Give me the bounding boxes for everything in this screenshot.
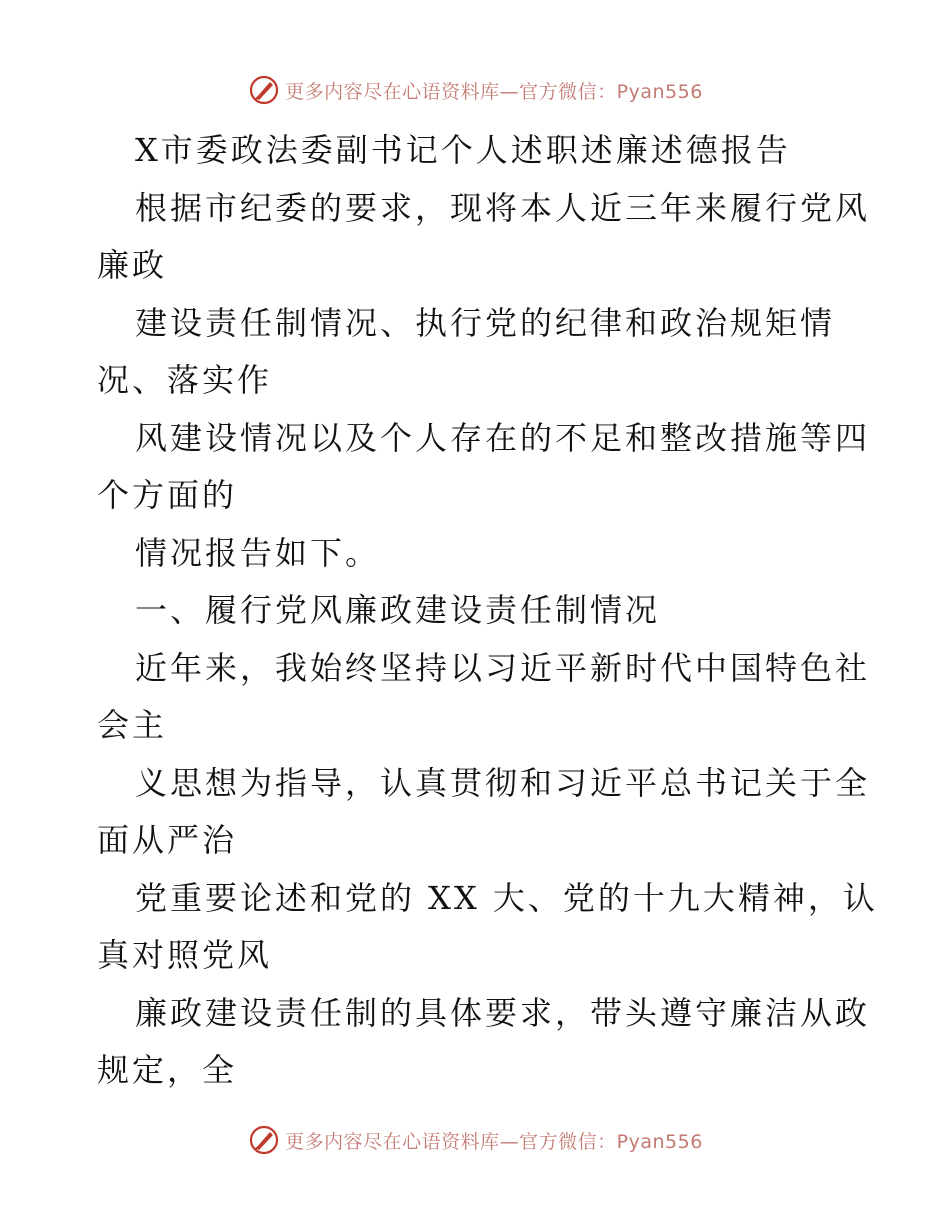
document-line: X市委政法委副书记个人述职述廉述德报告 (135, 131, 791, 169)
document-line: 近年来，我始终坚持以习近平新时代中国特色社 (135, 648, 871, 687)
document-line: 廉政 (97, 246, 168, 284)
document-line: 一、履行党风廉政建设责任制情况 (135, 591, 661, 629)
document-line: 会主 (97, 706, 168, 744)
quill-pen-icon (247, 73, 281, 107)
document-line: 真对照党风 (97, 936, 273, 974)
document-body (97, 122, 878, 1100)
document-line: 建设责任制情况、执行党的纪律和政治规矩情 (135, 303, 836, 342)
document-line: 况、落实作 (97, 361, 273, 399)
quill-pen-icon (247, 1123, 281, 1157)
watermark-banner-top (0, 70, 950, 110)
document-line: 情况报告如下。 (135, 533, 381, 572)
document-line: 规定，全 (97, 1051, 238, 1089)
watermark-banner-bottom (0, 1120, 950, 1160)
watermark-text: 更多内容尽在心语资料库—官方微信：Pyan556 (285, 80, 703, 103)
document-line: 廉政建设责任制的具体要求，带头遵守廉洁从政 (135, 993, 871, 1032)
document-line: 义思想为指导，认真贯彻和习近平总书记关于全 (135, 763, 871, 802)
document-line: 根据市纪委的要求，现将本人近三年来履行党风 (135, 188, 871, 227)
document-line: 面从严治 (97, 821, 238, 859)
document-line: 个方面的 (97, 476, 238, 514)
document-line: 党重要论述和党的 XX 大、党的十九大精神，认 (135, 878, 878, 917)
document-line: 风建设情况以及个人存在的不足和整改措施等四 (135, 418, 871, 457)
watermark-text: 更多内容尽在心语资料库—官方微信：Pyan556 (285, 1130, 703, 1153)
